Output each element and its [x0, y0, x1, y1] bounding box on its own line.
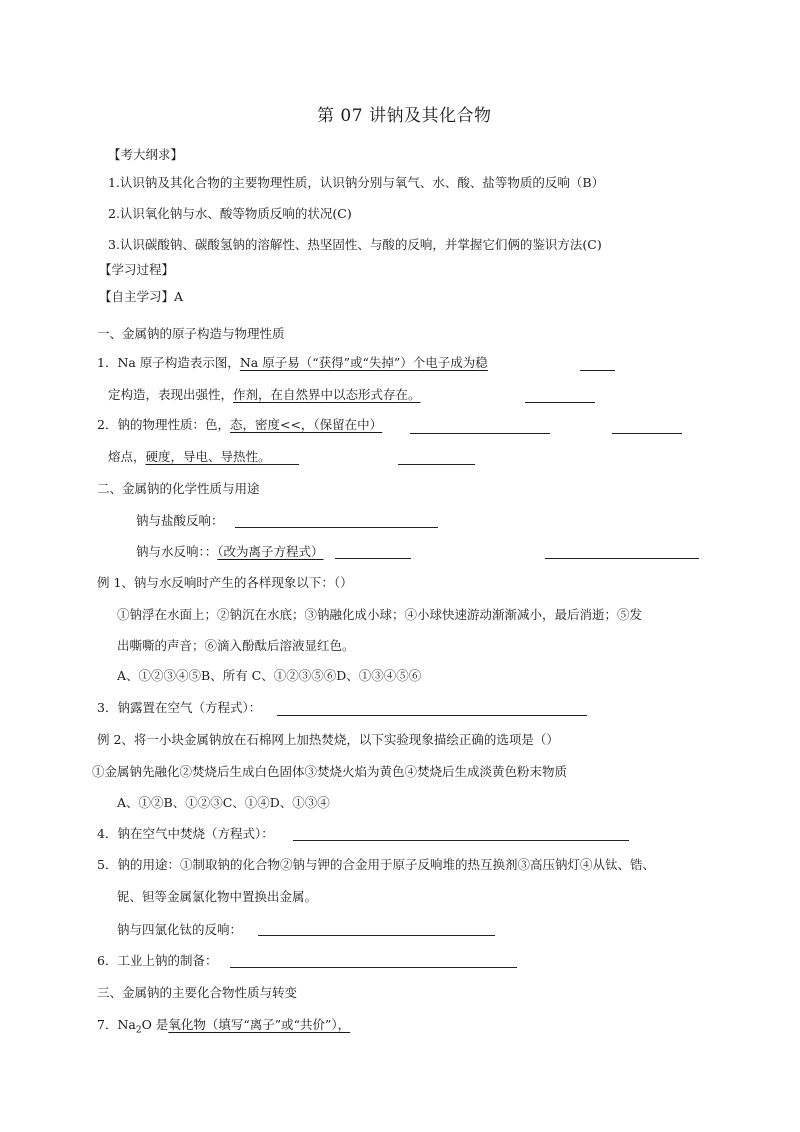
heading-part-3: 三、金属钠的主要化合物性质与转变 — [97, 985, 298, 1000]
question-text-underlined: 态，密度<<，（保留在中） — [229, 417, 383, 432]
question-text: 钠的物理性质：色， — [117, 417, 230, 432]
question-4: 4．钠在空气中焚烧（方程式）： — [97, 826, 274, 841]
answer-blank[interactable] — [410, 433, 550, 434]
page-title: 第 07 讲钠及其化合物 — [317, 106, 492, 126]
question-3: 3．钠露置在空气（方程式）： — [97, 700, 262, 715]
answer-blank[interactable] — [255, 464, 299, 465]
question-5-line-3: 钠与四氯化钛的反响： — [117, 922, 243, 937]
question-1-line-2 — [108, 387, 421, 403]
example-2-options: A、①②B、①②③C、①④D、①③④ — [117, 795, 330, 810]
answer-blank[interactable] — [580, 370, 615, 371]
answer-blank[interactable] — [258, 935, 495, 936]
answer-blank[interactable] — [335, 558, 411, 559]
question-text-underlined: Na 原子易（“获得”或“失掉”）个电子成为稳 — [239, 355, 488, 370]
question-text-underlined: 硬度，导电、导热性。 — [145, 449, 271, 464]
example-1-line-1: ①钠浮在水面上；②钠沉在水底；③钠融化成小球；④小球快速游动渐渐减小，最后消逝；⑤发 — [117, 607, 643, 622]
question-text-underlined: （改为离子方程式） — [217, 544, 324, 559]
answer-blank[interactable] — [235, 527, 438, 528]
question-number: 2． — [97, 417, 118, 432]
answer-blank[interactable] — [277, 715, 587, 716]
goal-2: 2.认识氧化钠与水、酸等物质反响的状况(C) — [108, 206, 352, 221]
answer-blank[interactable] — [525, 402, 595, 403]
question-text: 定构造，表现出强性， — [108, 387, 234, 402]
answer-blank[interactable] — [612, 433, 682, 434]
answer-blank[interactable] — [545, 558, 699, 559]
question-text: 钠与水反响：： — [136, 544, 218, 559]
goal-3: 3.认识碳酸钠、碳酸氢钠的溶解性、热坚固性、与酸的反响，并掌握它们俩的鉴识方法(C) — [108, 237, 602, 252]
question-text-underlined: 作剂，在自然界中以态形式存在。 — [233, 387, 421, 402]
question-number: 1． — [97, 355, 118, 370]
question-5-line-2: 铌、钽等金属氯化物中置换出金属。 — [117, 889, 318, 904]
question-text: 熔点， — [108, 449, 146, 464]
section-heading-exam-outline: 【考大纲求】 — [108, 147, 184, 162]
heading-part-1: 一、金属钠的原子构造与物理性质 — [97, 326, 285, 341]
question-2-line-2 — [108, 449, 271, 465]
heading-part-2: 二、金属钠的化学性质与用途 — [97, 481, 260, 496]
reaction-hcl-label: 钠与盐酸反响： — [136, 513, 224, 528]
subscript: 2 — [135, 1025, 142, 1036]
example-1-options: A、①②③④⑤B、所有 C、①②③⑤⑥D、①③④⑤⑥ — [117, 668, 422, 683]
question-5-line-1: 5．钠的用途：①制取钠的化合物②钠与钾的合金用于原子反响堆的热互换剂③高压钠灯④从钛、锆、 — [97, 857, 655, 872]
answer-blank[interactable] — [398, 464, 475, 465]
example-2-line-1: ①金属钠先融化②焚烧后生成白色固体③焚烧火焰为黄色④焚烧后生成淡黄色粉末物质 — [92, 764, 568, 779]
example-2-stem: 例 2、将一小块金属钠放在石棉网上加热焚烧，以下实验现象描绘正确的选项是（） — [97, 732, 559, 747]
example-1-line-2: 出嘶嘶的声音；⑥滴入酚酞后溶液显红色。 — [117, 638, 355, 653]
question-7 — [97, 1017, 350, 1039]
answer-blank[interactable] — [293, 840, 629, 841]
question-text-underlined: 氧化物（填写“离子”或“共价”）， — [168, 1017, 351, 1032]
answer-blank[interactable] — [230, 967, 517, 968]
question-2-line-1 — [97, 417, 382, 433]
goal-1: 1.认识钠及其化合物的主要物理性质，认识钠分别与氧气、水、酸、盐等物质的反响（B） — [108, 175, 605, 190]
question-6: 6．工业上钠的制备： — [97, 953, 218, 968]
question-1-line-1 — [97, 355, 488, 371]
section-heading-self-study: 【自主学习】A — [99, 289, 184, 304]
question-text: Na 原子构造表示图， — [117, 355, 240, 370]
section-heading-learning-process: 【学习过程】 — [99, 262, 175, 277]
question-text: O 是 — [141, 1017, 169, 1032]
question-text: 7．Na — [97, 1017, 136, 1032]
reaction-water-line — [136, 544, 324, 560]
example-1-stem: 例 1、钠与水反响时产生的各样现象以下：（） — [97, 575, 353, 590]
